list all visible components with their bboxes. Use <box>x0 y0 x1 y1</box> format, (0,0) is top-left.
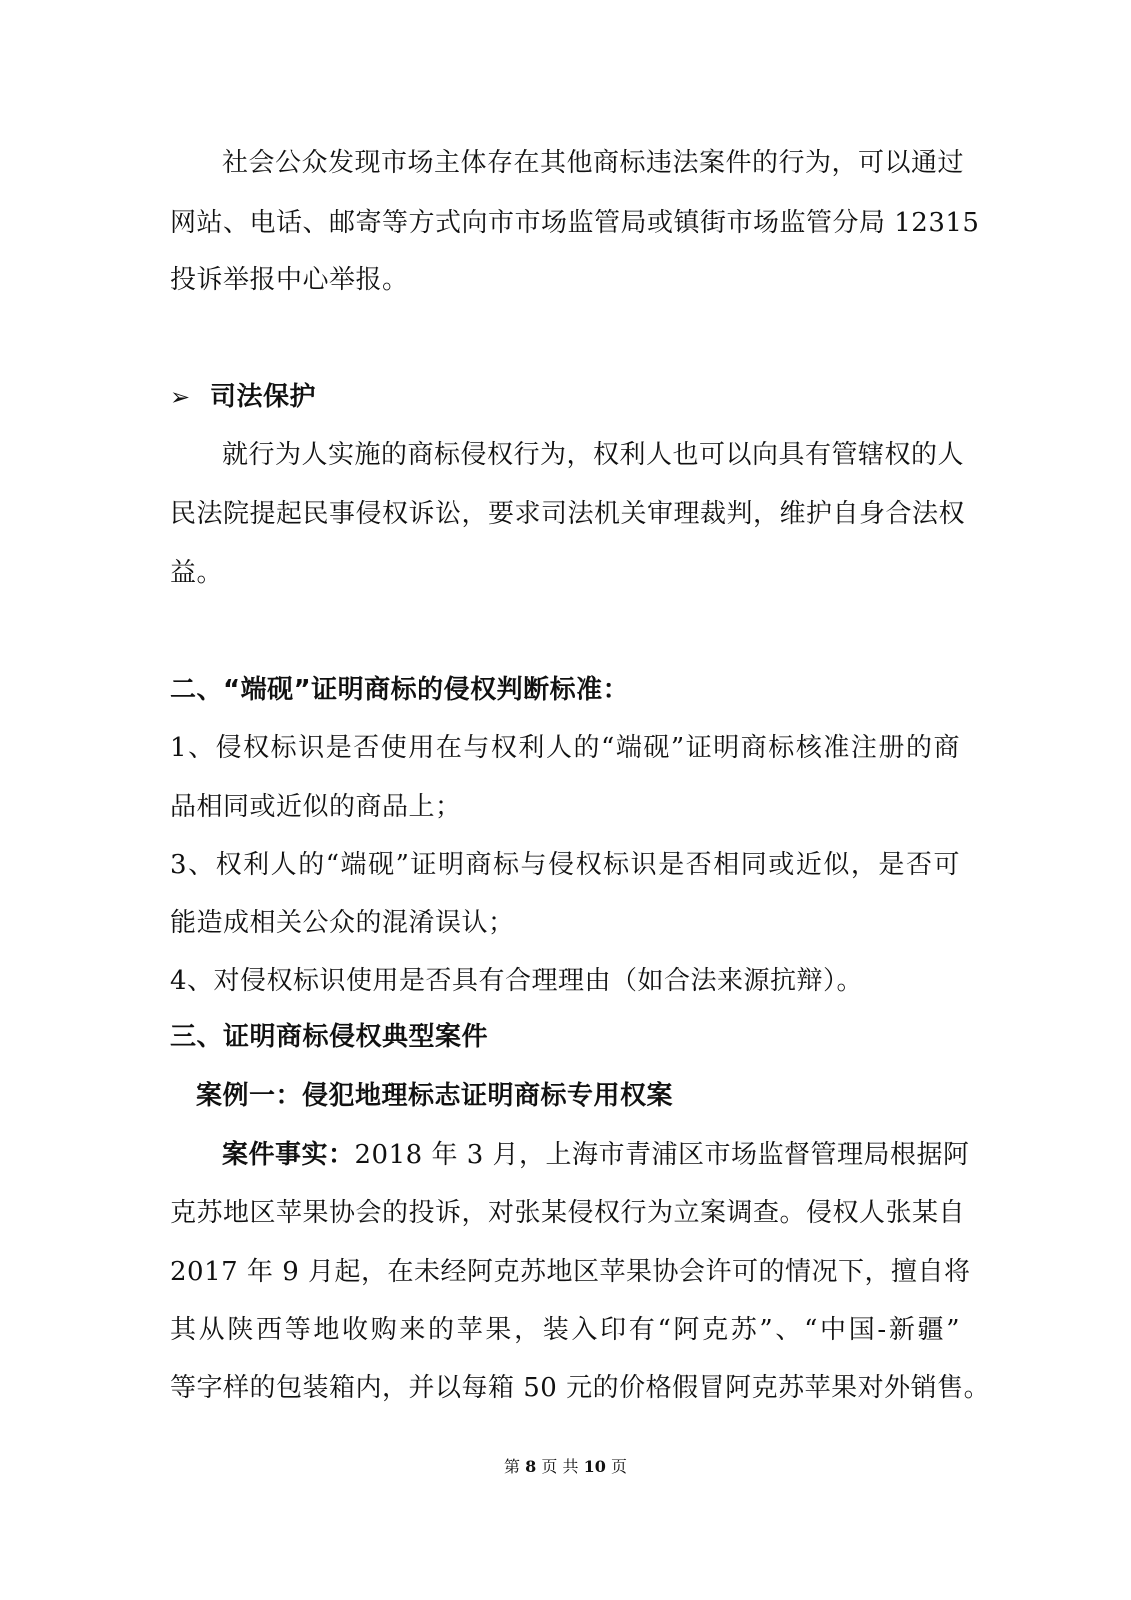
footer-total-pages: 10 <box>583 1457 606 1476</box>
case-facts-line-4: 其从陕西等地收购来的苹果，装入印有“阿克苏”、“中国-新疆” <box>170 1315 960 1345</box>
heading-judicial-protection: 司法保护 <box>210 382 317 412</box>
criteria-line-2: 品相同或近似的商品上； <box>170 792 462 822</box>
case-facts-line-3: 2017 年 9 月起，在未经阿克苏地区苹果协会许可的情况下，擅自将 <box>170 1257 971 1287</box>
footer-page-number: 8 <box>525 1457 537 1476</box>
case-facts-text-1: 2018 年 3 月，上海市青浦区市场监督管理局根据阿 <box>354 1140 970 1170</box>
heading-section-2: 二、“端砚”证明商标的侵权判断标准： <box>170 675 630 705</box>
paragraph-report-line-1: 社会公众发现市场主体存在其他商标违法案件的行为，可以通过 <box>222 148 965 178</box>
criteria-line-1: 1、侵权标识是否使用在与权利人的“端砚”证明商标核准注册的商 <box>170 733 960 763</box>
paragraph-judicial-line-1: 就行为人实施的商标侵权行为，权利人也可以向具有管辖权的人 <box>222 440 965 470</box>
footer-suffix: 页 <box>610 1457 627 1476</box>
bullet-arrow-icon: ➢ <box>170 383 191 411</box>
paragraph-report-line-2: 网站、电话、邮寄等方式向市市场监管局或镇街市场监管分局 12315 <box>170 208 980 238</box>
footer-middle: 页 共 <box>541 1457 579 1476</box>
page-footer <box>0 1456 1131 1478</box>
paragraph-judicial-line-2: 民法院提起民事侵权诉讼，要求司法机关审理裁判，维护自身合法权 <box>170 499 966 529</box>
heading-section-3: 三、证明商标侵权典型案件 <box>170 1022 489 1052</box>
footer-prefix: 第 <box>504 1457 521 1476</box>
criteria-line-3: 3、权利人的“端砚”证明商标与侵权标识是否相同或近似，是否可 <box>170 850 960 880</box>
criteria-line-5: 4、对侵权标识使用是否具有合理理由（如合法来源抗辩）。 <box>170 966 864 996</box>
heading-case-1: 案例一：侵犯地理标志证明商标专用权案 <box>196 1081 674 1111</box>
criteria-line-4: 能造成相关公众的混淆误认； <box>170 908 515 938</box>
paragraph-report-line-3: 投诉举报中心举报。 <box>170 265 409 295</box>
case-facts-line-1 <box>222 1138 970 1172</box>
case-facts-line-5: 等字样的包装箱内，并以每箱 50 元的价格假冒阿克苏苹果对外销售。 <box>170 1373 991 1403</box>
case-facts-label: 案件事实： <box>222 1140 355 1170</box>
case-facts-line-2: 克苏地区苹果协会的投诉，对张某侵权行为立案调查。侵权人张某自 <box>170 1198 966 1228</box>
paragraph-judicial-line-3: 益。 <box>170 558 224 588</box>
